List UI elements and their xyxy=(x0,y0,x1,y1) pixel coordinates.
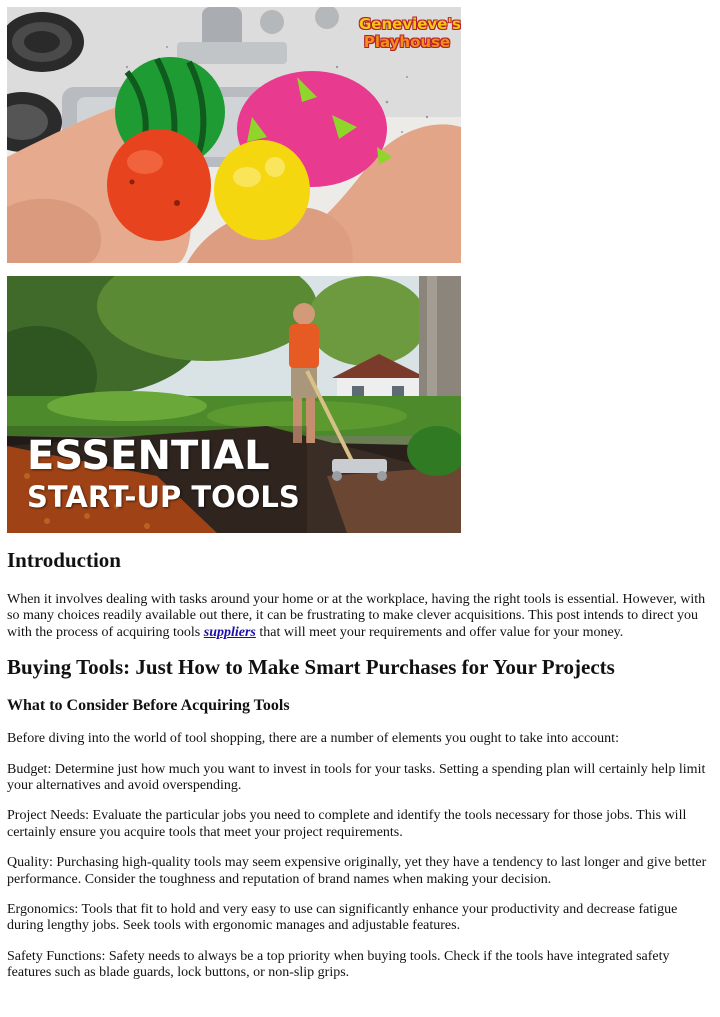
logo-line-2: Playhouse xyxy=(363,33,451,51)
banner-title-line-2: START-UP TOOLS xyxy=(27,480,300,514)
intro-text-after-link: that will meet your requirements and offer value for your money. xyxy=(255,624,624,640)
logo-line-1: Genevieve's xyxy=(359,15,461,33)
toy-fruit-photo xyxy=(7,7,461,263)
paragraph-budget: Budget: Determine just how much you want to invest in tools for your tasks. Setting a spending plan will certainly help limit your alternatives and avoid overspending. xyxy=(7,761,706,794)
paragraph-quality: Quality: Purchasing high-quality tools may seem expensive originally, yet they have a tendency to last longer and give better performance. Consider the toughness and reputation of brand names when making your decision. xyxy=(7,855,707,887)
paragraph-ergonomics: Ergonomics: Tools that fit to hold and very easy to use can significantly enhance your productivity and decrease fatigue during lengthy jobs. Seek tools with ergonomic manages and adjustable features. xyxy=(7,902,678,934)
article-body xyxy=(7,546,715,996)
genevieves-playhouse-logo xyxy=(359,15,461,57)
paragraph-intro-considerations: Before diving into the world of tool shopping, there are a number of elements you ought to take into account: xyxy=(7,731,619,747)
intro-text-before-link: When it involves dealing with tasks around your home or at the workplace, having the right tools is essential. However, with so many choices readily available out there, it can be frustrating to make clever acquisitions. This post intends to direct you with the process of acquiring tools xyxy=(7,592,706,640)
buying-tools-heading: Buying Tools: Just How to Make Smart Purchases for Your Projects xyxy=(7,655,615,680)
introduction-heading: Introduction xyxy=(7,548,121,572)
what-to-consider-heading: What to Consider Before Acquiring Tools xyxy=(7,697,290,715)
garden-tools-photo xyxy=(7,276,461,533)
paragraph-safety: Safety Functions: Safety needs to always be a top priority when buying tools. Check if the tools have integrated safety features such as blade guards, lock buttons, or non-slip grips. xyxy=(7,948,670,981)
banner-title-line-1: ESSENTIAL xyxy=(27,433,270,479)
paragraph-project-needs: Project Needs: Evaluate the particular jobs you need to complete and identify the tools necessary for those jobs. This will certainly ensure you acquire tools that meet your project requirements. xyxy=(7,808,687,840)
suppliers-link[interactable]: suppliers xyxy=(203,624,256,640)
introduction-paragraph xyxy=(7,592,715,641)
